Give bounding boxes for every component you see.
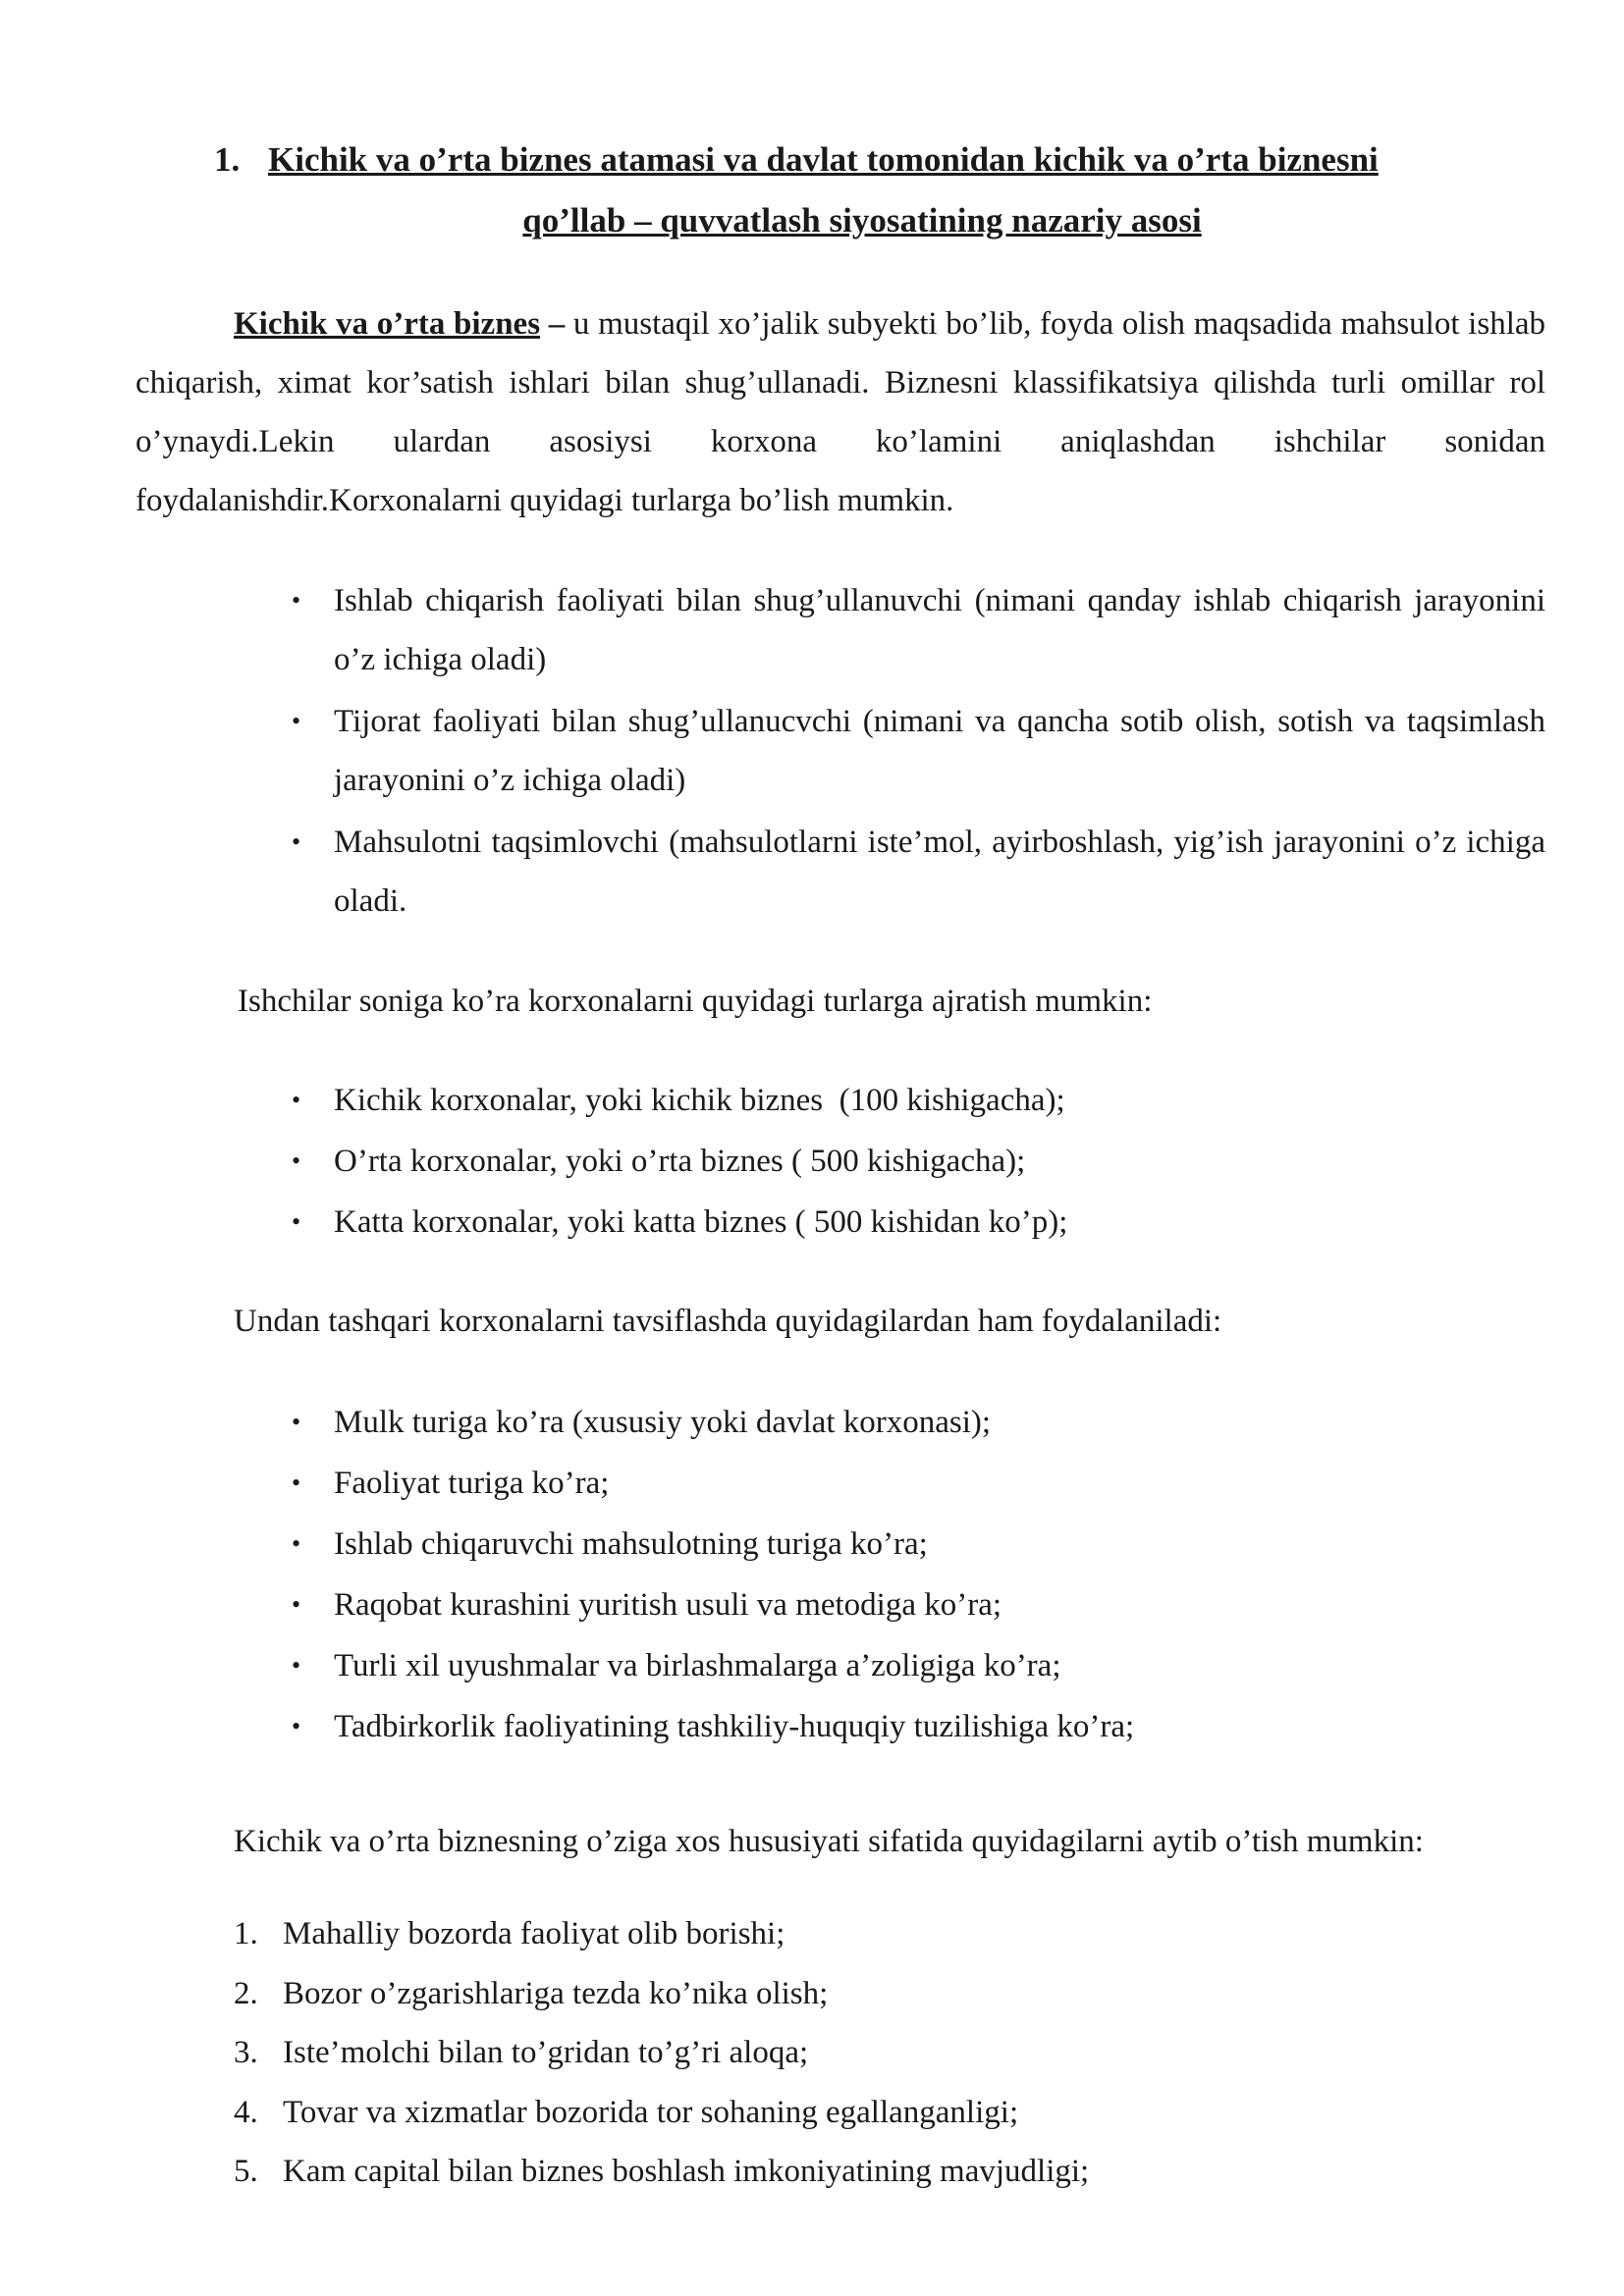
heading-line-2: qo’llab – quvvatlash siyosatining nazariy asosi: [522, 201, 1202, 240]
item-number: 3.: [234, 2035, 258, 2070]
list-item: • O’rta korxonalar, yoki o’rta biznes ( 500 kishigacha);: [234, 1131, 1545, 1192]
bullet-icon: •: [292, 586, 301, 614]
bullet-icon: •: [292, 1590, 301, 1619]
workers-lead-text: Ishchilar soniga ko’ra korxonalarni quyidagi turlarga ajratish mumkin:: [238, 984, 1153, 1019]
list-item: • Mahsulotni taqsimlovchi (mahsulotlarni iste’mol, ayirboshlash, yig’ish jarayonini o’z ichiga oladi.: [234, 813, 1545, 931]
intro-text: u mustaqil xo’jalik subyekti bo’lib, foyda olish maqsadida mahsulot ishlab chiqarish, ximat kor’satish ishlari bilan shug’ullanadi. Biznesni klassifikatsiya qilishda turli omillar rol o’ynaydi.Lekin ulardan asosiysi korxona ko’lamini aniqlashdan ishchilar sonidan foydalanishdir.Korxonalarni quyidagi turlarga bo’lish mumkin.: [135, 306, 1546, 518]
list-item: 4. Tovar va xizmatlar bozorida tor sohaning egallanganligi;: [234, 2083, 1545, 2143]
list-item: • Turli xil uyushmalar va birlashmalarga a’zoligiga ko’ra;: [234, 1635, 1545, 1696]
list-item: • Kichik korxonalar, yoki kichik biznes (100 kishigacha);: [234, 1070, 1545, 1131]
list-item: 1. Mahalliy bozorda faoliyat olib borishi;: [234, 1904, 1545, 1964]
bullet-icon: •: [292, 1712, 301, 1740]
list-item: • Raqobat kurashini yuritish usuli va metodiga ko’ra;: [234, 1575, 1545, 1635]
bullet-icon: •: [292, 1147, 301, 1175]
heading-number: 1.: [214, 140, 241, 179]
bullet-icon: •: [292, 1207, 301, 1236]
description-lead-text: Undan tashqari korxonalarni tavsiflashda quyidagilardan ham foydalaniladi:: [234, 1304, 1222, 1339]
bullet-icon: •: [292, 1408, 301, 1436]
bullet-icon: •: [292, 1086, 301, 1114]
list-item: • Faoliyat turiga ko’ra;: [234, 1453, 1545, 1514]
bullet-icon: •: [292, 707, 301, 735]
list-item: 5. Kam capital bilan biznes boshlash imkoniyatining mavjudligi;: [234, 2142, 1545, 2202]
list-item: • Ishlab chiqarish faoliyati bilan shug’ullanuvchi (nimani qanday ishlab chiqarish jarayonini o’z ichiga oladi): [234, 571, 1545, 689]
list-item: • Katta korxonalar, yoki katta biznes ( 500 kishidan ko’p);: [234, 1192, 1545, 1253]
list-item: 2. Bozor o’zgarishlariga tezda ko’nika olish;: [234, 1964, 1545, 2024]
item-number: 5.: [234, 2154, 258, 2189]
size-types-list: [234, 1070, 1545, 1253]
intro-paragraph: [135, 294, 1545, 530]
bullet-icon: •: [292, 828, 301, 856]
section-heading: [214, 130, 1510, 251]
list-item: • Ishlab chiqaruvchi mahsulotning turiga ko’ra;: [234, 1514, 1545, 1575]
list-item: • Tijorat faoliyati bilan shug’ullanucvchi (nimani va qancha sotib olish, sotish va taqsimlash jarayonini o’z ichiga oladi): [234, 692, 1545, 810]
heading-line-1: Kichik va o’rta biznes atamasi va davlat tomonidan kichik va o’rta biznesni: [268, 140, 1379, 179]
features-numbered-list: [234, 1904, 1545, 2202]
intro-dash: –: [548, 306, 566, 342]
bullet-icon: •: [292, 1529, 301, 1558]
intro-term: Kichik va o’rta biznes: [234, 306, 541, 342]
list-item: • Mulk turiga ko’ra (xususiy yoki davlat korxonasi);: [234, 1392, 1545, 1453]
bullet-icon: •: [292, 1468, 301, 1497]
item-number: 4.: [234, 2094, 258, 2130]
activity-types-list: [234, 571, 1545, 934]
list-item: 3. Iste’molchi bilan to’gridan to’g’ri aloqa;: [234, 2023, 1545, 2083]
bullet-icon: •: [292, 1651, 301, 1680]
item-number: 1.: [234, 1916, 258, 1951]
criteria-list: [234, 1392, 1545, 1757]
list-item: • Tadbirkorlik faoliyatining tashkiliy-huquqiy tuzilishiga ko’ra;: [234, 1696, 1545, 1757]
item-number: 2.: [234, 1975, 258, 2011]
features-lead-text: Kichik va o’rta biznesning o’ziga xos hususiyati sifatida quyidagilarni aytib o’tish mumkin:: [234, 1824, 1424, 1859]
